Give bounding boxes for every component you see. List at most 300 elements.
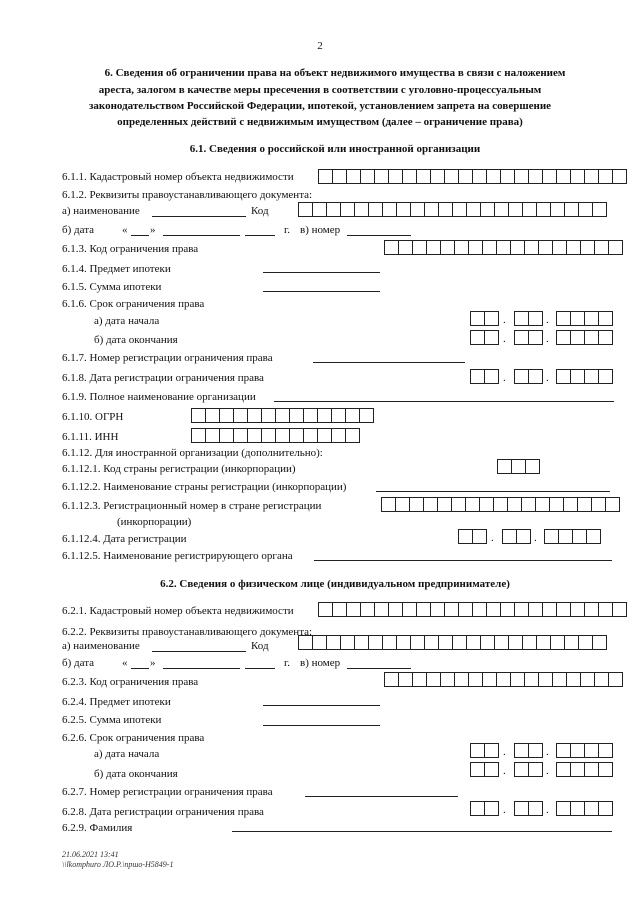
input-cell[interactable] (410, 202, 425, 217)
input-cell[interactable] (510, 240, 525, 255)
input-cell[interactable] (508, 635, 523, 650)
input-cell[interactable] (564, 635, 579, 650)
end-day-cells[interactable] (470, 330, 498, 345)
doc-name-field[interactable] (152, 216, 246, 217)
input-cell[interactable] (416, 169, 431, 184)
restriction-code-cells-6-1-3[interactable] (384, 240, 622, 255)
input-cell[interactable] (521, 497, 536, 512)
input-cell[interactable] (191, 428, 206, 443)
input-cell[interactable] (396, 202, 411, 217)
input-cell[interactable] (465, 497, 480, 512)
input-cell[interactable] (584, 169, 599, 184)
input-cell[interactable] (368, 635, 383, 650)
input-cell[interactable] (586, 529, 601, 544)
input-cell[interactable] (482, 240, 497, 255)
input-cell[interactable] (612, 602, 627, 617)
input-cell[interactable] (570, 801, 585, 816)
input-cell[interactable] (516, 529, 531, 544)
input-cell[interactable] (538, 240, 553, 255)
input-cell[interactable] (598, 311, 613, 326)
input-cell[interactable] (556, 330, 571, 345)
label-6-2-1: 6.2.1. Кадастровый номер объекта недвижимости (62, 605, 294, 617)
input-cell[interactable] (423, 497, 438, 512)
registration-number-field[interactable] (313, 362, 465, 363)
mortgage-subject-field[interactable] (263, 272, 380, 273)
input-cell[interactable] (331, 428, 346, 443)
input-cell[interactable] (514, 169, 529, 184)
label-6-1-11: 6.1.11. ИНН (62, 431, 119, 443)
foreign-reg-number-cells[interactable] (381, 497, 619, 512)
label-date-b-2: б) дата (62, 657, 95, 669)
start-day-cells[interactable] (470, 311, 498, 326)
input-cell[interactable] (570, 369, 585, 384)
input-cell[interactable] (326, 635, 341, 650)
restriction-code-cells-6-2-3[interactable] (384, 672, 622, 687)
input-cell[interactable] (578, 202, 593, 217)
input-cell[interactable] (368, 202, 383, 217)
input-cell[interactable] (608, 240, 623, 255)
input-cell[interactable] (528, 602, 543, 617)
reg-month-cells-2[interactable] (514, 801, 542, 816)
input-cell[interactable] (416, 602, 431, 617)
label-6-1-2: 6.1.2. Реквизиты правоустанавливающего документа: (62, 189, 313, 201)
mortgage-subject-field-2[interactable] (263, 705, 380, 706)
input-cell[interactable] (233, 408, 248, 423)
input-cell[interactable] (458, 602, 473, 617)
doc-day-field[interactable] (131, 235, 149, 236)
input-cell[interactable] (566, 672, 581, 687)
input-cell[interactable] (598, 169, 613, 184)
label-6-1-5: 6.1.5. Сумма ипотеки (62, 281, 162, 293)
input-cell[interactable] (345, 408, 360, 423)
input-cell[interactable] (458, 529, 473, 544)
input-cell[interactable] (444, 169, 459, 184)
input-cell[interactable] (396, 635, 411, 650)
input-cell[interactable] (395, 497, 410, 512)
label-6-2-4: 6.2.4. Предмет ипотеки (62, 696, 171, 708)
input-cell[interactable] (374, 169, 389, 184)
input-cell[interactable] (584, 369, 599, 384)
input-cell[interactable] (566, 240, 581, 255)
input-cell[interactable] (332, 169, 347, 184)
input-cell[interactable] (472, 169, 487, 184)
input-cell[interactable] (354, 202, 369, 217)
input-cell[interactable] (502, 529, 517, 544)
label-6-2-7: 6.2.7. Номер регистрации ограничения права (62, 786, 273, 798)
input-cell[interactable] (374, 602, 389, 617)
input-cell[interactable] (580, 240, 595, 255)
input-cell[interactable] (454, 240, 469, 255)
input-cell[interactable] (496, 240, 511, 255)
input-cell[interactable] (536, 202, 551, 217)
input-cell[interactable] (261, 428, 276, 443)
input-cell[interactable] (480, 202, 495, 217)
start-year-cells-2[interactable] (556, 743, 612, 758)
doc-code-cells[interactable] (298, 202, 606, 217)
input-cell[interactable] (470, 801, 485, 816)
inn-cells[interactable] (191, 428, 359, 443)
label-6-1-12-3-b: (инкорпорации) (117, 516, 192, 528)
input-cell[interactable] (570, 743, 585, 758)
input-cell[interactable] (544, 529, 559, 544)
input-cell[interactable] (514, 762, 529, 777)
input-cell[interactable] (452, 202, 467, 217)
start-month-cells[interactable] (514, 311, 542, 326)
input-cell[interactable] (424, 635, 439, 650)
input-cell[interactable] (484, 743, 499, 758)
input-cell[interactable] (605, 497, 620, 512)
input-cell[interactable] (326, 202, 341, 217)
input-cell[interactable] (472, 529, 487, 544)
doc-code-cells-2[interactable] (298, 635, 606, 650)
input-cell[interactable] (354, 635, 369, 650)
footer-path: \\lkomphuro ЛО.Р.\пршо-Н5849-1 (62, 860, 174, 869)
input-cell[interactable] (564, 202, 579, 217)
input-cell[interactable] (261, 408, 276, 423)
input-cell[interactable] (584, 801, 599, 816)
label-6-1-12-2: 6.1.12.2. Наименование страны регистрации (инкорпорации) (62, 481, 347, 493)
input-cell[interactable] (584, 743, 599, 758)
input-cell[interactable] (233, 428, 248, 443)
input-cell[interactable] (452, 635, 467, 650)
input-cell[interactable] (594, 240, 609, 255)
input-cell[interactable] (493, 497, 508, 512)
start-month-cells-2[interactable] (514, 743, 542, 758)
input-cell[interactable] (591, 497, 606, 512)
input-cell[interactable] (388, 169, 403, 184)
input-cell[interactable] (497, 459, 512, 474)
input-cell[interactable] (345, 428, 360, 443)
start-year-cells[interactable] (556, 311, 612, 326)
input-cell[interactable] (451, 497, 466, 512)
input-cell[interactable] (511, 459, 526, 474)
input-cell[interactable] (500, 169, 515, 184)
input-cell[interactable] (556, 762, 571, 777)
input-cell[interactable] (219, 428, 234, 443)
input-cell[interactable] (205, 408, 220, 423)
input-cell[interactable] (332, 602, 347, 617)
input-cell[interactable] (409, 497, 424, 512)
input-cell[interactable] (556, 369, 571, 384)
input-cell[interactable] (494, 635, 509, 650)
input-cell[interactable] (612, 169, 627, 184)
doc-number-field-2[interactable] (347, 668, 411, 669)
doc-year-field[interactable] (245, 235, 275, 236)
input-cell[interactable] (384, 672, 399, 687)
input-cell[interactable] (472, 602, 487, 617)
input-cell[interactable] (570, 311, 585, 326)
input-cell[interactable] (514, 743, 529, 758)
input-cell[interactable] (398, 240, 413, 255)
foreign-reg-day-cells[interactable] (458, 529, 486, 544)
input-cell[interactable] (556, 602, 571, 617)
input-cell[interactable] (578, 635, 593, 650)
ogrn-cells[interactable] (191, 408, 373, 423)
input-cell[interactable] (598, 602, 613, 617)
input-cell[interactable] (510, 672, 525, 687)
input-cell[interactable] (556, 169, 571, 184)
end-month-cells[interactable] (514, 330, 542, 345)
input-cell[interactable] (191, 408, 206, 423)
label-name-a: а) наименование (62, 205, 140, 217)
input-cell[interactable] (577, 497, 592, 512)
heading-line-2: ареста, залогом в качестве меры пресечения в соответствии с уголовно-процессуальным (98, 84, 542, 96)
input-cell[interactable] (514, 311, 529, 326)
input-cell[interactable] (470, 743, 485, 758)
input-cell[interactable] (360, 602, 375, 617)
label-6-2-3: 6.2.3. Код ограничения права (62, 676, 199, 688)
input-cell[interactable] (360, 169, 375, 184)
input-cell[interactable] (440, 240, 455, 255)
input-cell[interactable] (528, 762, 543, 777)
input-cell[interactable] (317, 428, 332, 443)
input-cell[interactable] (570, 169, 585, 184)
input-cell[interactable] (508, 202, 523, 217)
input-cell[interactable] (289, 408, 304, 423)
input-cell[interactable] (535, 497, 550, 512)
input-cell[interactable] (552, 672, 567, 687)
input-cell[interactable] (484, 762, 499, 777)
end-month-cells-2[interactable] (514, 762, 542, 777)
footer-timestamp: 21.06.2021 13:41 (62, 850, 119, 859)
end-year-cells-2[interactable] (556, 762, 612, 777)
input-cell[interactable] (584, 602, 599, 617)
input-cell[interactable] (298, 202, 313, 217)
input-cell[interactable] (550, 635, 565, 650)
surname-field[interactable] (232, 831, 612, 832)
input-cell[interactable] (556, 801, 571, 816)
input-cell[interactable] (598, 369, 613, 384)
label-6-1-1: 6.1.1. Кадастровый номер объекта недвижимости (62, 171, 294, 183)
input-cell[interactable] (303, 408, 318, 423)
input-cell[interactable] (289, 428, 304, 443)
label-6-2-2: 6.2.2. Реквизиты правоустанавливающего документа: (62, 626, 313, 638)
doc-year-field-2[interactable] (245, 668, 275, 669)
input-cell[interactable] (550, 202, 565, 217)
input-cell[interactable] (444, 602, 459, 617)
reg-month-cells[interactable] (514, 369, 542, 384)
input-cell[interactable] (346, 169, 361, 184)
input-cell[interactable] (247, 408, 262, 423)
input-cell[interactable] (570, 602, 585, 617)
reg-year-cells[interactable] (556, 369, 612, 384)
label-6-1-10: 6.1.10. ОГРН (62, 411, 124, 423)
input-cell[interactable] (542, 602, 557, 617)
doc-number-field[interactable] (347, 235, 411, 236)
section-6-1-title: 6.1. Сведения о российской или иностранной организации (189, 143, 481, 155)
doc-month-field[interactable] (163, 235, 240, 236)
input-cell[interactable] (479, 497, 494, 512)
input-cell[interactable] (556, 743, 571, 758)
input-cell[interactable] (312, 202, 327, 217)
input-cell[interactable] (528, 330, 543, 345)
input-cell[interactable] (402, 169, 417, 184)
input-cell[interactable] (303, 428, 318, 443)
input-cell[interactable] (398, 672, 413, 687)
input-cell[interactable] (424, 202, 439, 217)
end-year-cells[interactable] (556, 330, 612, 345)
input-cell[interactable] (430, 602, 445, 617)
input-cell[interactable] (402, 602, 417, 617)
input-cell[interactable] (470, 762, 485, 777)
input-cell[interactable] (507, 497, 522, 512)
input-cell[interactable] (525, 459, 540, 474)
label-6-1-4: 6.1.4. Предмет ипотеки (62, 263, 171, 275)
input-cell[interactable] (598, 762, 613, 777)
input-cell[interactable] (438, 635, 453, 650)
input-cell[interactable] (598, 801, 613, 816)
input-cell[interactable] (528, 801, 543, 816)
input-cell[interactable] (598, 330, 613, 345)
input-cell[interactable] (381, 497, 396, 512)
end-day-cells-2[interactable] (470, 762, 498, 777)
input-cell[interactable] (430, 169, 445, 184)
foreign-reg-year-cells[interactable] (544, 529, 600, 544)
input-cell[interactable] (382, 635, 397, 650)
input-cell[interactable] (528, 169, 543, 184)
input-cell[interactable] (340, 202, 355, 217)
input-cell[interactable] (522, 202, 537, 217)
label-6-1-12-1: 6.1.12.1. Код страны регистрации (инкорпорации) (62, 463, 296, 475)
input-cell[interactable] (382, 202, 397, 217)
input-cell[interactable] (528, 743, 543, 758)
doc-name-field-2[interactable] (152, 651, 246, 652)
input-cell[interactable] (558, 529, 573, 544)
mortgage-amount-field-2[interactable] (263, 725, 380, 726)
start-day-cells-2[interactable] (470, 743, 498, 758)
input-cell[interactable] (584, 762, 599, 777)
input-cell[interactable] (542, 169, 557, 184)
input-cell[interactable] (480, 635, 495, 650)
input-cell[interactable] (584, 311, 599, 326)
input-cell[interactable] (592, 635, 607, 650)
input-cell[interactable] (412, 672, 427, 687)
input-cell[interactable] (346, 602, 361, 617)
input-cell[interactable] (570, 330, 585, 345)
input-cell[interactable] (458, 169, 473, 184)
heading-line-4: определенных действий с недвижимым имуществом (далее – ограничение права) (117, 116, 523, 128)
registering-authority-field[interactable] (314, 560, 612, 561)
input-cell[interactable] (572, 529, 587, 544)
cadastral-number-cells-6-1-1[interactable] (318, 169, 626, 184)
input-cell[interactable] (466, 635, 481, 650)
input-cell[interactable] (275, 408, 290, 423)
input-cell[interactable] (331, 408, 346, 423)
input-cell[interactable] (205, 428, 220, 443)
input-cell[interactable] (524, 240, 539, 255)
input-cell[interactable] (454, 672, 469, 687)
input-cell[interactable] (549, 497, 564, 512)
org-full-name-field[interactable] (274, 401, 614, 402)
input-cell[interactable] (340, 635, 355, 650)
cadastral-number-cells-6-2-1[interactable] (318, 602, 626, 617)
input-cell[interactable] (524, 672, 539, 687)
input-cell[interactable] (514, 330, 529, 345)
input-cell[interactable] (556, 311, 571, 326)
input-cell[interactable] (470, 311, 485, 326)
input-cell[interactable] (584, 330, 599, 345)
input-cell[interactable] (536, 635, 551, 650)
input-cell[interactable] (514, 602, 529, 617)
input-cell[interactable] (219, 408, 234, 423)
input-cell[interactable] (298, 635, 313, 650)
doc-month-field-2[interactable] (163, 668, 240, 669)
input-cell[interactable] (496, 672, 511, 687)
input-cell[interactable] (312, 635, 327, 650)
input-cell[interactable] (522, 635, 537, 650)
input-cell[interactable] (570, 762, 585, 777)
input-cell[interactable] (528, 369, 543, 384)
registration-number-field-2[interactable] (305, 796, 458, 797)
mortgage-amount-field[interactable] (263, 291, 380, 292)
input-cell[interactable] (484, 801, 499, 816)
input-cell[interactable] (598, 743, 613, 758)
input-cell[interactable] (410, 635, 425, 650)
input-cell[interactable] (384, 240, 399, 255)
input-cell[interactable] (592, 202, 607, 217)
reg-day-cells-2[interactable] (470, 801, 498, 816)
label-year: г. (284, 224, 291, 236)
country-name-field[interactable] (376, 491, 610, 492)
input-cell[interactable] (482, 672, 497, 687)
input-cell[interactable] (514, 801, 529, 816)
input-cell[interactable] (563, 497, 578, 512)
input-cell[interactable] (440, 672, 455, 687)
doc-day-field-2[interactable] (131, 668, 149, 669)
label-year-2: г. (284, 657, 291, 669)
input-cell[interactable] (437, 497, 452, 512)
input-cell[interactable] (484, 330, 499, 345)
input-cell[interactable] (538, 672, 553, 687)
input-cell[interactable] (412, 240, 427, 255)
input-cell[interactable] (359, 408, 374, 423)
input-cell[interactable] (318, 169, 333, 184)
input-cell[interactable] (580, 672, 595, 687)
input-cell[interactable] (486, 169, 501, 184)
input-cell[interactable] (426, 672, 441, 687)
input-cell[interactable] (466, 202, 481, 217)
input-cell[interactable] (494, 202, 509, 217)
reg-day-cells[interactable] (470, 369, 498, 384)
input-cell[interactable] (438, 202, 453, 217)
input-cell[interactable] (514, 369, 529, 384)
input-cell[interactable] (484, 311, 499, 326)
input-cell[interactable] (275, 428, 290, 443)
input-cell[interactable] (318, 602, 333, 617)
input-cell[interactable] (426, 240, 441, 255)
reg-year-cells-2[interactable] (556, 801, 612, 816)
input-cell[interactable] (500, 602, 515, 617)
input-cell[interactable] (470, 330, 485, 345)
input-cell[interactable] (470, 369, 485, 384)
section-6-2-title: 6.2. Сведения о физическом лице (индивидуальном предпринимателе) (160, 578, 510, 590)
country-code-cells[interactable] (497, 459, 539, 474)
label-6-1-6: 6.1.6. Срок ограничения права (62, 298, 205, 310)
input-cell[interactable] (486, 602, 501, 617)
input-cell[interactable] (552, 240, 567, 255)
input-cell[interactable] (468, 240, 483, 255)
input-cell[interactable] (247, 428, 262, 443)
input-cell[interactable] (468, 672, 483, 687)
input-cell[interactable] (317, 408, 332, 423)
input-cell[interactable] (528, 311, 543, 326)
input-cell[interactable] (484, 369, 499, 384)
input-cell[interactable] (594, 672, 609, 687)
input-cell[interactable] (388, 602, 403, 617)
foreign-reg-month-cells[interactable] (502, 529, 530, 544)
input-cell[interactable] (608, 672, 623, 687)
heading-line-1: 6. Сведения об ограничении права на объект недвижимого имущества в связи с наложением (104, 67, 566, 79)
